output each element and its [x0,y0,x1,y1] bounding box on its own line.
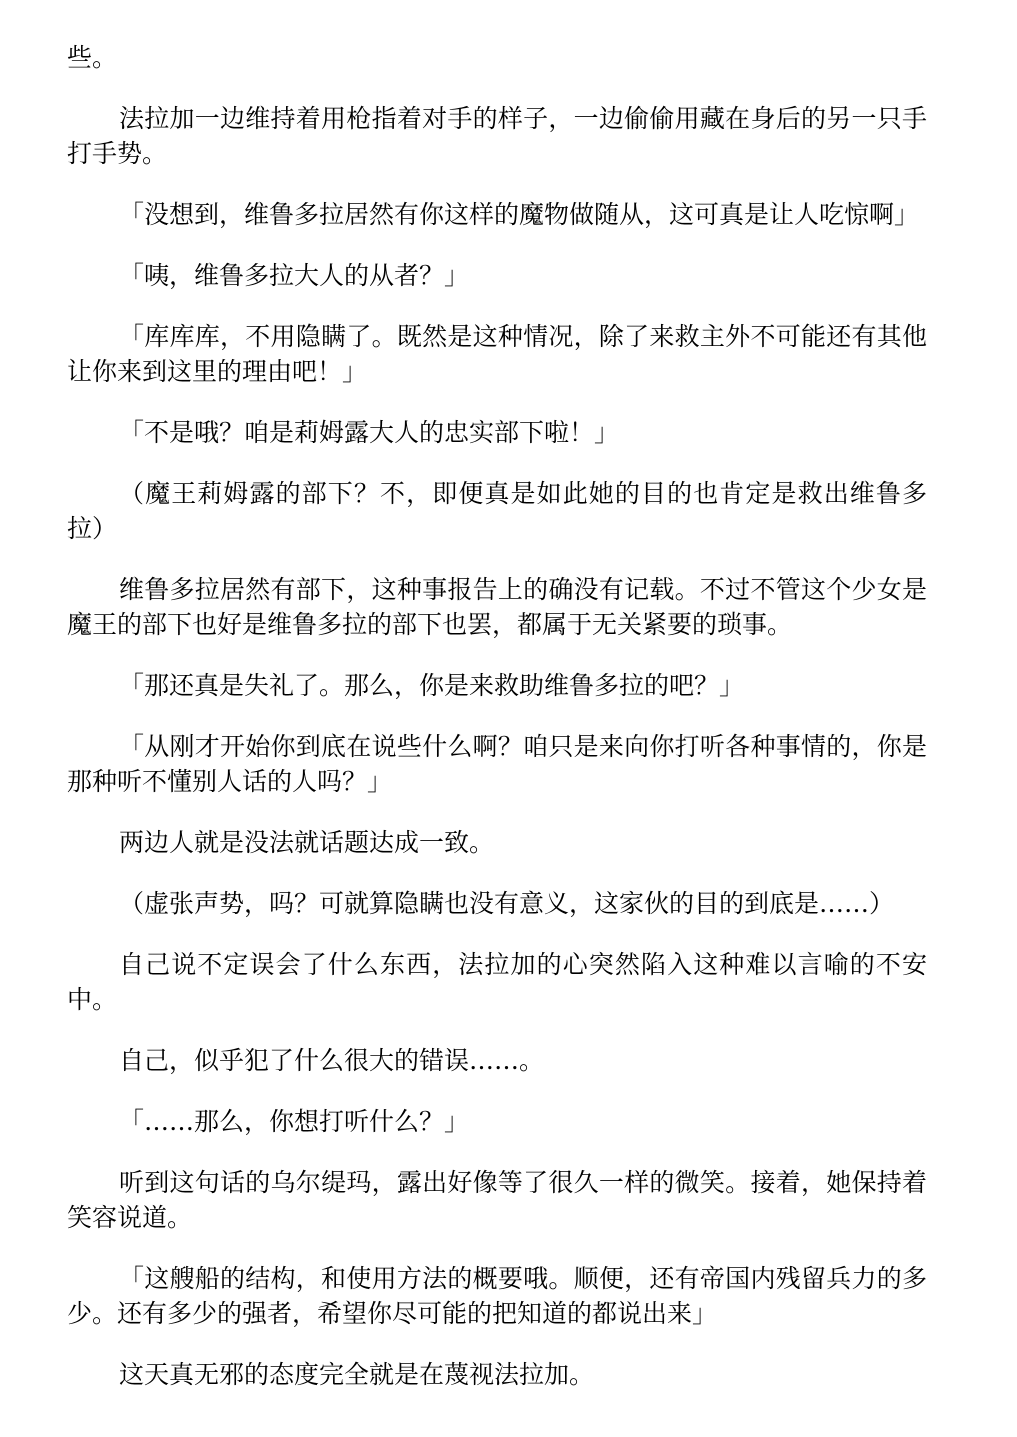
paragraph-dialogue: 「那还真是失礼了。那么，你是来救助维鲁多拉的吧？」 [119,671,745,700]
paragraph-narration: 两边人就是没法就话题达成一致。 [119,828,495,857]
paragraph-dialogue: 「库库库，不用隐瞒了。既然是这种情况，除了来救主外不可能还有其他让你来到这里的理由吧！」 [67,322,927,386]
paragraph-dialogue: 「这艘船的结构，和使用方法的概要哦。顺便，还有帝国内残留兵力的多少。还有多少的强者，希望你尽可能的把知道的都说出来」 [67,1264,927,1328]
paragraph-dialogue: 「从刚才开始你到底在说些什么啊？咱只是来向你打听各种事情的，你是那种听不懂别人话的人吗？」 [67,732,927,796]
paragraph-dialogue: 「咦，维鲁多拉大人的从者？」 [119,261,470,290]
paragraph-narration: 这天真无邪的态度完全就是在蔑视法拉加。 [119,1360,595,1389]
paragraph-narration: 维鲁多拉居然有部下，这种事报告上的确没有记载。不过不管这个少女是魔王的部下也好是维鲁多拉的部下也罢，都属于无关紧要的琐事。 [67,575,927,639]
paragraph-thought: （虚张声势，吗？可就算隐瞒也没有意义，这家伙的目的到底是……） [119,889,895,918]
paragraph-narration: 法拉加一边维持着用枪指着对手的样子，一边偷偷用藏在身后的另一只手打手势。 [67,104,927,168]
paragraph-dialogue: 「没想到，维鲁多拉居然有你这样的魔物做随从，这可真是让人吃惊啊」 [119,200,920,229]
paragraph-continuation: 些。 [67,43,118,72]
paragraph-dialogue: 「不是哦？咱是莉姆露大人的忠实部下啦！」 [119,418,620,447]
paragraph-dialogue: 「……那么，你想打听什么？」 [119,1107,470,1136]
paragraph-narration: 自己，似乎犯了什么很大的错误……。 [119,1046,545,1075]
paragraph-narration: 听到这句话的乌尔缇玛，露出好像等了很久一样的微笑。接着，她保持着笑容说道。 [67,1168,927,1232]
paragraph-narration: 自己说不定误会了什么东西，法拉加的心突然陷入这种难以言喻的不安中。 [67,950,927,1014]
paragraph-thought: （魔王莉姆露的部下？不，即便真是如此她的目的也肯定是救出维鲁多拉） [67,479,927,543]
